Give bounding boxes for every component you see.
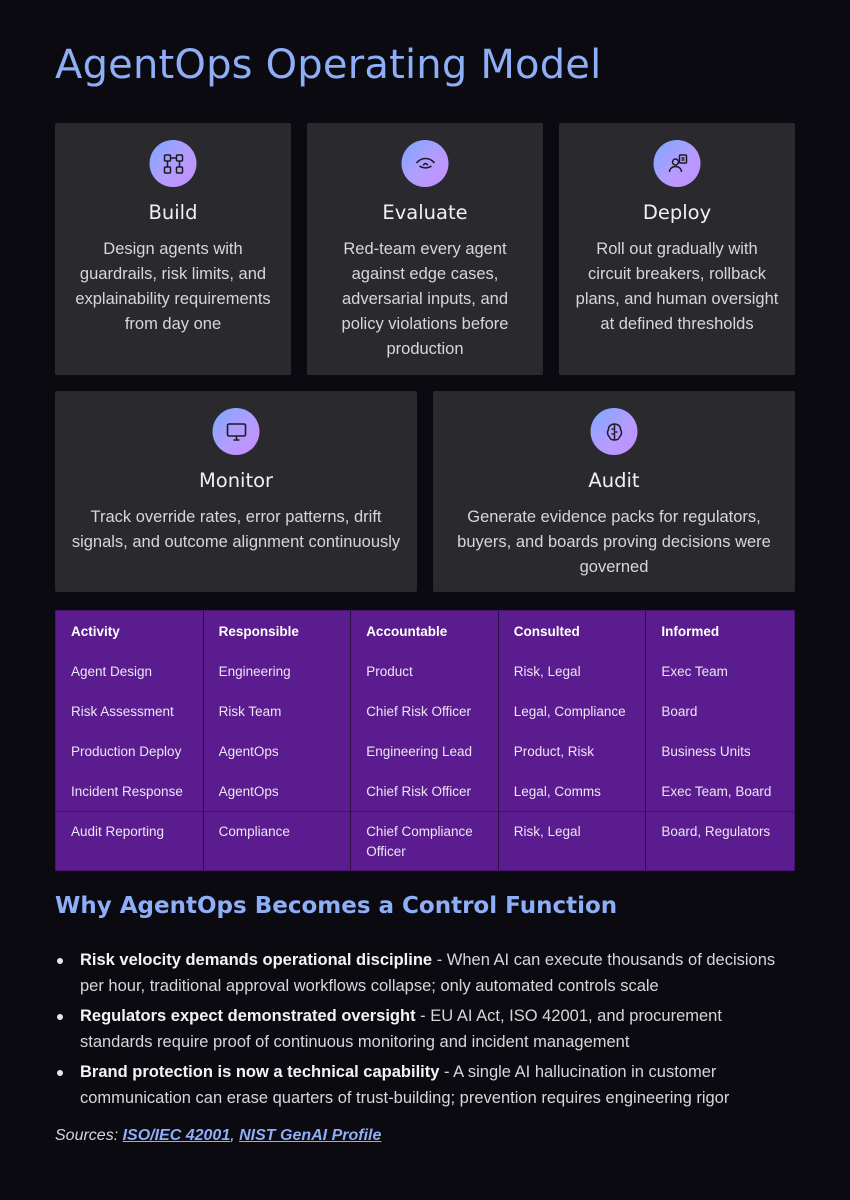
column-header: Responsible	[218, 624, 299, 639]
section-title: Why AgentOps Becomes a Control Function	[55, 893, 618, 919]
source-link-iso[interactable]: ISO/IEC 42001	[122, 1127, 231, 1144]
table-cell: Risk Assessment	[71, 704, 174, 719]
table-cell: Incident Response	[71, 784, 183, 799]
list-item	[55, 1060, 795, 1111]
table-cell: Board, Regulators	[661, 824, 771, 839]
card-text: Red-team every agent against edge cases, adversarial inputs, and policy violations before production	[341, 240, 509, 358]
table-cell: AgentOps	[218, 784, 279, 799]
column-header: Consulted	[513, 624, 580, 639]
bullet-text: - When AI can execute thousands of decisions per hour, traditional approval workflows collapse; only automated controls scale	[80, 951, 776, 995]
table-cell: Exec Team	[661, 664, 728, 679]
table-cell: Chief Compliance Officer	[366, 824, 473, 859]
table-cell: Agent Design	[71, 664, 153, 679]
table-cell: Legal, Comms	[513, 784, 601, 799]
card-text: Design agents with guardrails, risk limits, and explainability requirements from day one	[75, 240, 271, 333]
table-cell: Production Deploy	[71, 744, 182, 759]
table-cell: Risk Team	[218, 704, 282, 719]
monitor-icon	[213, 408, 260, 455]
raci-column-responsible	[204, 611, 352, 870]
card-evaluate	[307, 123, 543, 375]
table-cell: Exec Team, Board	[661, 784, 772, 799]
list-item	[55, 1004, 795, 1055]
table-cell: Chief Risk Officer	[366, 784, 471, 799]
card-title: Monitor	[198, 469, 274, 492]
table-cell: Audit Reporting	[71, 824, 165, 839]
column-header: Informed	[661, 624, 720, 639]
table-cell: Board	[661, 704, 698, 719]
card-audit	[433, 391, 795, 592]
bullet-text: - EU AI Act, ISO 42001, and procurement standards require proof of continuous monitoring and incident management	[80, 1007, 722, 1051]
source-link-nist[interactable]: NIST GenAI Profile	[239, 1127, 382, 1144]
raci-column-informed	[646, 611, 794, 870]
card-text: Roll out gradually with circuit breakers, rollback plans, and human oversight at defined thresholds	[575, 240, 779, 333]
card-title: Build	[148, 201, 198, 224]
card-monitor	[55, 391, 417, 592]
user-shield-icon	[654, 140, 701, 187]
table-cell: Risk, Legal	[513, 664, 581, 679]
brain-icon	[591, 408, 638, 455]
bullet-icon	[57, 958, 63, 964]
page-title: AgentOps Operating Model	[55, 42, 602, 88]
card-title: Audit	[588, 469, 640, 492]
raci-column-consulted	[499, 611, 647, 870]
sources-separator: ,	[230, 1127, 240, 1144]
raci-column-activity	[56, 611, 204, 870]
bullet-heading: Regulators expect demonstrated oversight	[80, 1007, 416, 1025]
bullet-text: - A single AI hallucination in customer communication can erase quarters of trust-building; prevention requires engineering rigor	[80, 1063, 730, 1107]
card-title: Evaluate	[382, 201, 468, 224]
card-text: Generate evidence packs for regulators, buyers, and boards proving decisions were governed	[457, 508, 771, 576]
bullet-icon	[57, 1070, 63, 1076]
bullet-icon	[57, 1014, 63, 1020]
table-cell: Compliance	[218, 824, 290, 839]
card-title: Deploy	[642, 201, 712, 224]
reasons-list	[55, 948, 795, 1116]
raci-column-accountable	[351, 611, 499, 870]
column-header: Accountable	[366, 624, 448, 639]
table-cell: Chief Risk Officer	[366, 704, 471, 719]
table-cell: Business Units	[661, 744, 751, 759]
bullet-heading: Risk velocity demands operational discipline	[80, 951, 433, 969]
card-text: Track override rates, error patterns, drift signals, and outcome alignment continuously	[71, 508, 401, 551]
table-cell: Product, Risk	[513, 744, 595, 759]
bullet-heading: Brand protection is now a technical capability	[80, 1063, 440, 1081]
card-build	[55, 123, 291, 375]
table-cell: Product	[366, 664, 413, 679]
table-cell: Risk, Legal	[513, 824, 581, 839]
card-deploy	[559, 123, 795, 375]
table-cell: Legal, Compliance	[513, 704, 626, 719]
workflow-nodes-icon	[150, 140, 197, 187]
list-item	[55, 948, 795, 999]
sources-label: Sources:	[55, 1127, 123, 1144]
sources	[55, 1127, 381, 1145]
table-cell: Engineering	[218, 664, 291, 679]
column-header: Activity	[71, 624, 120, 639]
eye-icon	[402, 140, 449, 187]
table-cell: Engineering Lead	[366, 744, 473, 759]
table-cell: AgentOps	[218, 744, 279, 759]
raci-table	[55, 610, 795, 871]
